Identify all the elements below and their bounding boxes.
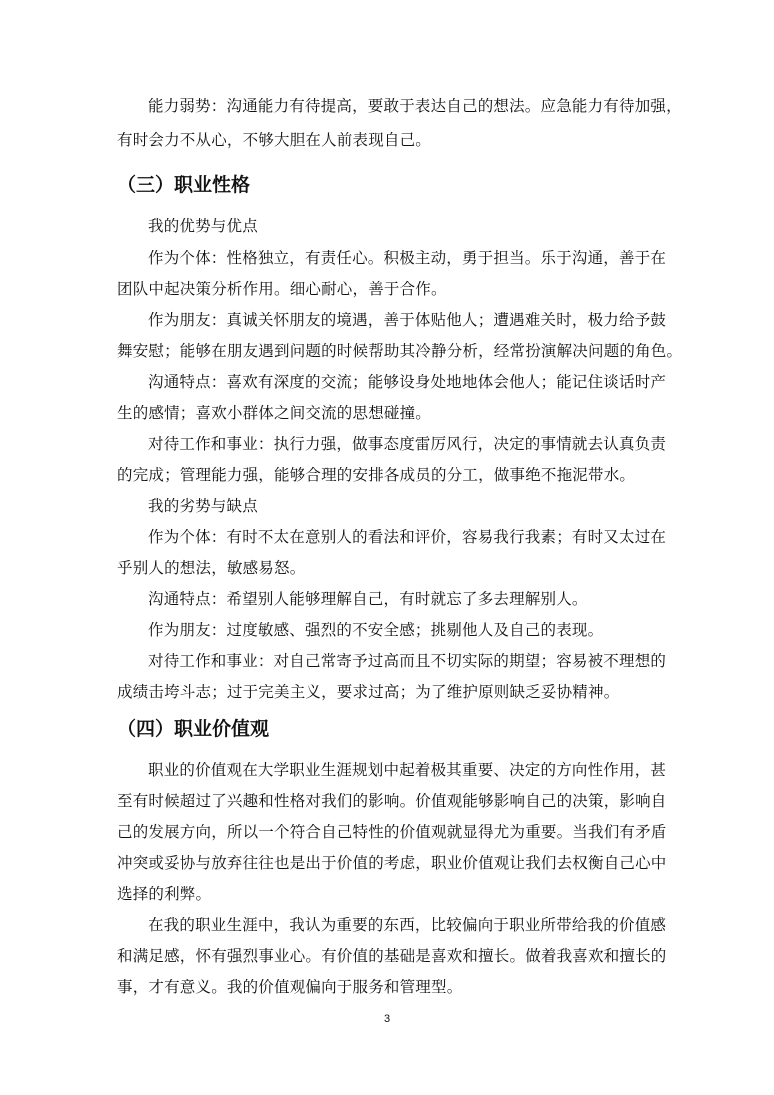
paragraph-line: 选择的利弊。 (117, 885, 212, 903)
paragraph-line: 作为朋友：真诚关怀朋友的境遇，善于体贴他人；遭遇难关时，极力给予鼓 (148, 311, 667, 329)
paragraph-line: 至有时候超过了兴趣和性格对我们的影响。价值观能够影响自己的决策，影响自 (117, 792, 667, 810)
paragraph-line: 沟通特点：喜欢有深度的交流；能够设身处地地体会他人；能记住谈话时产 (148, 373, 667, 391)
paragraph-line: 己的发展方向，所以一个符合自己特性的价值观就显得尤为重要。当我们有矛盾 (117, 823, 667, 841)
paragraph-line: 生的感情；喜欢小群体之间交流的思想碰撞。 (117, 404, 432, 422)
section-heading-values: （四）职业价值观 (117, 718, 270, 740)
paragraph-line: 有时会力不从心，不够大胆在人前表现自己。 (117, 131, 432, 149)
paragraph-line: 作为个体：性格独立，有责任心。积极主动，勇于担当。乐于沟通，善于在 (148, 249, 667, 267)
page-number: 3 (383, 1013, 391, 1025)
paragraph-line: 在我的职业生涯中，我认为重要的东西，比较偏向于职业所带给我的价值感 (148, 916, 667, 934)
paragraph-line: 团队中起决策分析作用。细心耐心，善于合作。 (117, 280, 447, 298)
paragraph-line: 事，才有意义。我的价值观偏向于服务和管理型。 (117, 978, 463, 996)
paragraph-line: 作为朋友：过度敏感、强烈的不安全感；挑剔他人及自己的表现。 (148, 621, 604, 639)
paragraph-line: 舞安慰；能够在朋友遇到问题的时候帮助其冷静分析，经常扮演解决问题的角色。 (117, 342, 683, 360)
paragraph-line: 成绩击垮斗志；过于完美主义，要求过高；为了维护原则缺乏妥协精神。 (117, 683, 620, 701)
subheading-strengths: 我的优势与优点 (148, 217, 258, 235)
paragraph-line: 乎别人的想法，敏感易怒。 (117, 559, 306, 577)
paragraph-line: 对待工作和事业：执行力强，做事态度雷厉风行，决定的事情就去认真负责 (148, 435, 667, 453)
paragraph-line: 作为个体：有时不太在意别人的看法和评价，容易我行我素；有时又太过在 (148, 528, 667, 546)
paragraph-line: 沟通特点：希望别人能够理解自己，有时就忘了多去理解别人。 (148, 590, 588, 608)
paragraph-line: 冲突或妥协与放弃往往也是出于价值的考虑，职业价值观让我们去权衡自己心中 (117, 854, 667, 872)
paragraph-line: 能力弱势：沟通能力有待提高，要敢于表达自己的想法。应急能力有待加强， (148, 97, 682, 115)
paragraph-line: 职业的价值观在大学职业生涯规划中起着极其重要、决定的方向性作用，甚 (148, 761, 667, 779)
paragraph-line: 的完成；管理能力强，能够合理的安排各成员的分工，做事绝不拖泥带水。 (117, 466, 636, 484)
paragraph-line: 和满足感，怀有强烈事业心。有价值的基础是喜欢和擅长。做着我喜欢和擅长的 (117, 947, 667, 965)
subheading-weaknesses: 我的劣势与缺点 (148, 497, 258, 515)
section-heading-personality: （三）职业性格 (117, 174, 251, 196)
paragraph-line: 对待工作和事业：对自己常寄予过高而且不切实际的期望；容易被不理想的 (148, 652, 667, 670)
